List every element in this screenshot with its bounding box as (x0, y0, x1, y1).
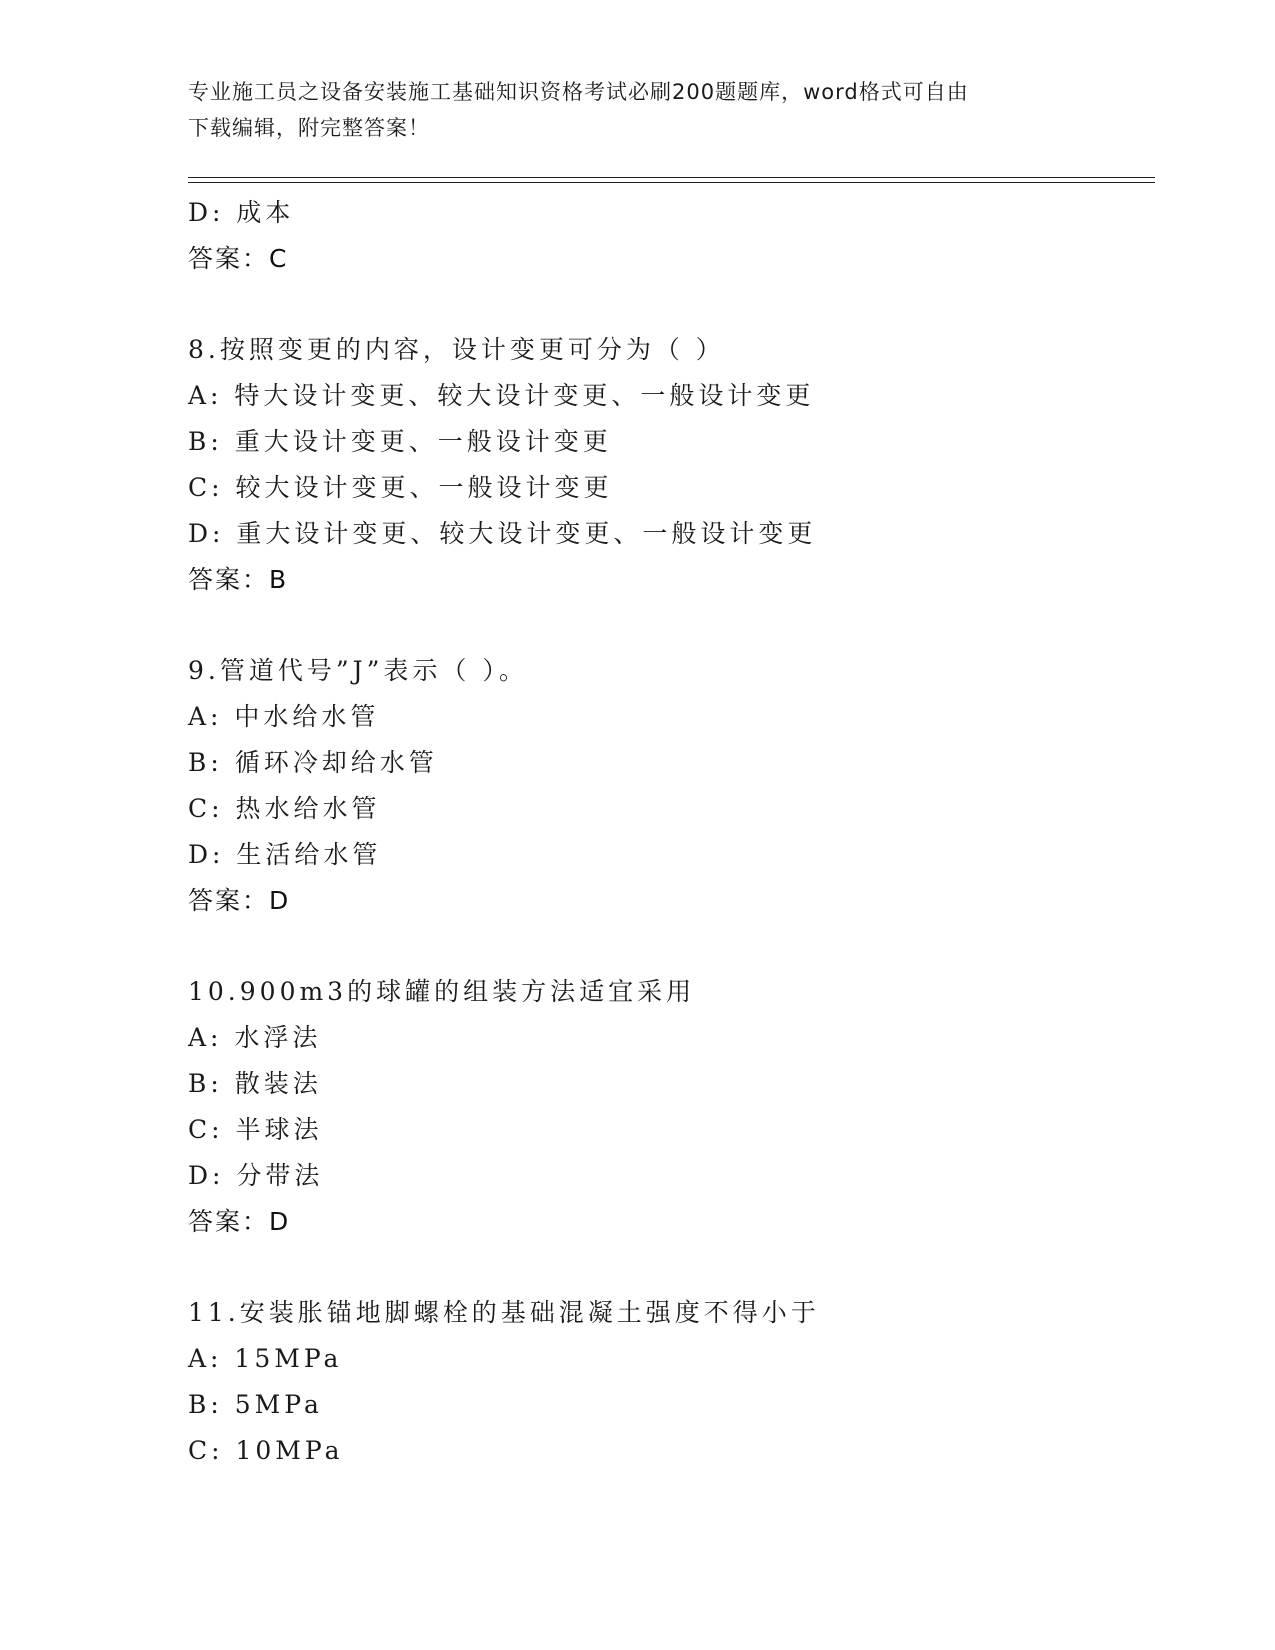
document-header (188, 74, 1088, 146)
question-block-8 (188, 327, 1148, 603)
question-block-9 (188, 648, 1148, 924)
option-c: C: 热水给水管 (188, 794, 381, 823)
option-d: D: 生活给水管 (188, 840, 382, 869)
question-stem: 9.管道代号”J”表示（ ）。 (188, 656, 528, 685)
option-d: D: 重大设计变更、较大设计变更、一般设计变更 (188, 519, 817, 548)
header-line-1: 专业施工员之设备安装施工基础知识资格考试必刷200题题库，word格式可自由 (188, 80, 969, 104)
question-block-10 (188, 969, 1148, 1245)
question-content (188, 190, 1148, 1474)
option-b: B: 循环冷却给水管 (188, 748, 438, 777)
option-c: C: 10MPa (188, 1436, 344, 1465)
header-line-2: 下载编辑，附完整答案！ (188, 116, 430, 140)
answer-line: 答案：C (188, 244, 289, 273)
header-divider-top (188, 177, 1155, 178)
answer-line: 答案：B (188, 565, 289, 594)
option-a: A: 特大设计变更、较大设计变更、一般设计变更 (188, 381, 815, 410)
option-a: A: 15MPa (188, 1344, 343, 1373)
option-b: B: 5MPa (188, 1390, 323, 1419)
header-divider-bottom (188, 182, 1155, 183)
option-d: D: 分带法 (188, 1161, 324, 1190)
option-d: D: 成本 (188, 198, 295, 227)
answer-line: 答案：D (188, 1207, 291, 1236)
option-b: B: 散装法 (188, 1069, 322, 1098)
answer-line: 答案：D (188, 886, 291, 915)
question-stem: 11.安装胀锚地脚螺栓的基础混凝土强度不得小于 (188, 1298, 820, 1327)
option-a: A: 水浮法 (188, 1023, 322, 1052)
option-a: A: 中水给水管 (188, 702, 380, 731)
option-c: C: 较大设计变更、一般设计变更 (188, 473, 613, 502)
option-c: C: 半球法 (188, 1115, 323, 1144)
previous-question-tail (188, 190, 1148, 282)
question-stem: 10.900m3的球罐的组装方法适宜采用 (188, 977, 696, 1006)
question-stem: 8.按照变更的内容，设计变更可分为（ ） (188, 335, 725, 364)
question-block-11 (188, 1290, 1148, 1474)
option-b: B: 重大设计变更、一般设计变更 (188, 427, 612, 456)
